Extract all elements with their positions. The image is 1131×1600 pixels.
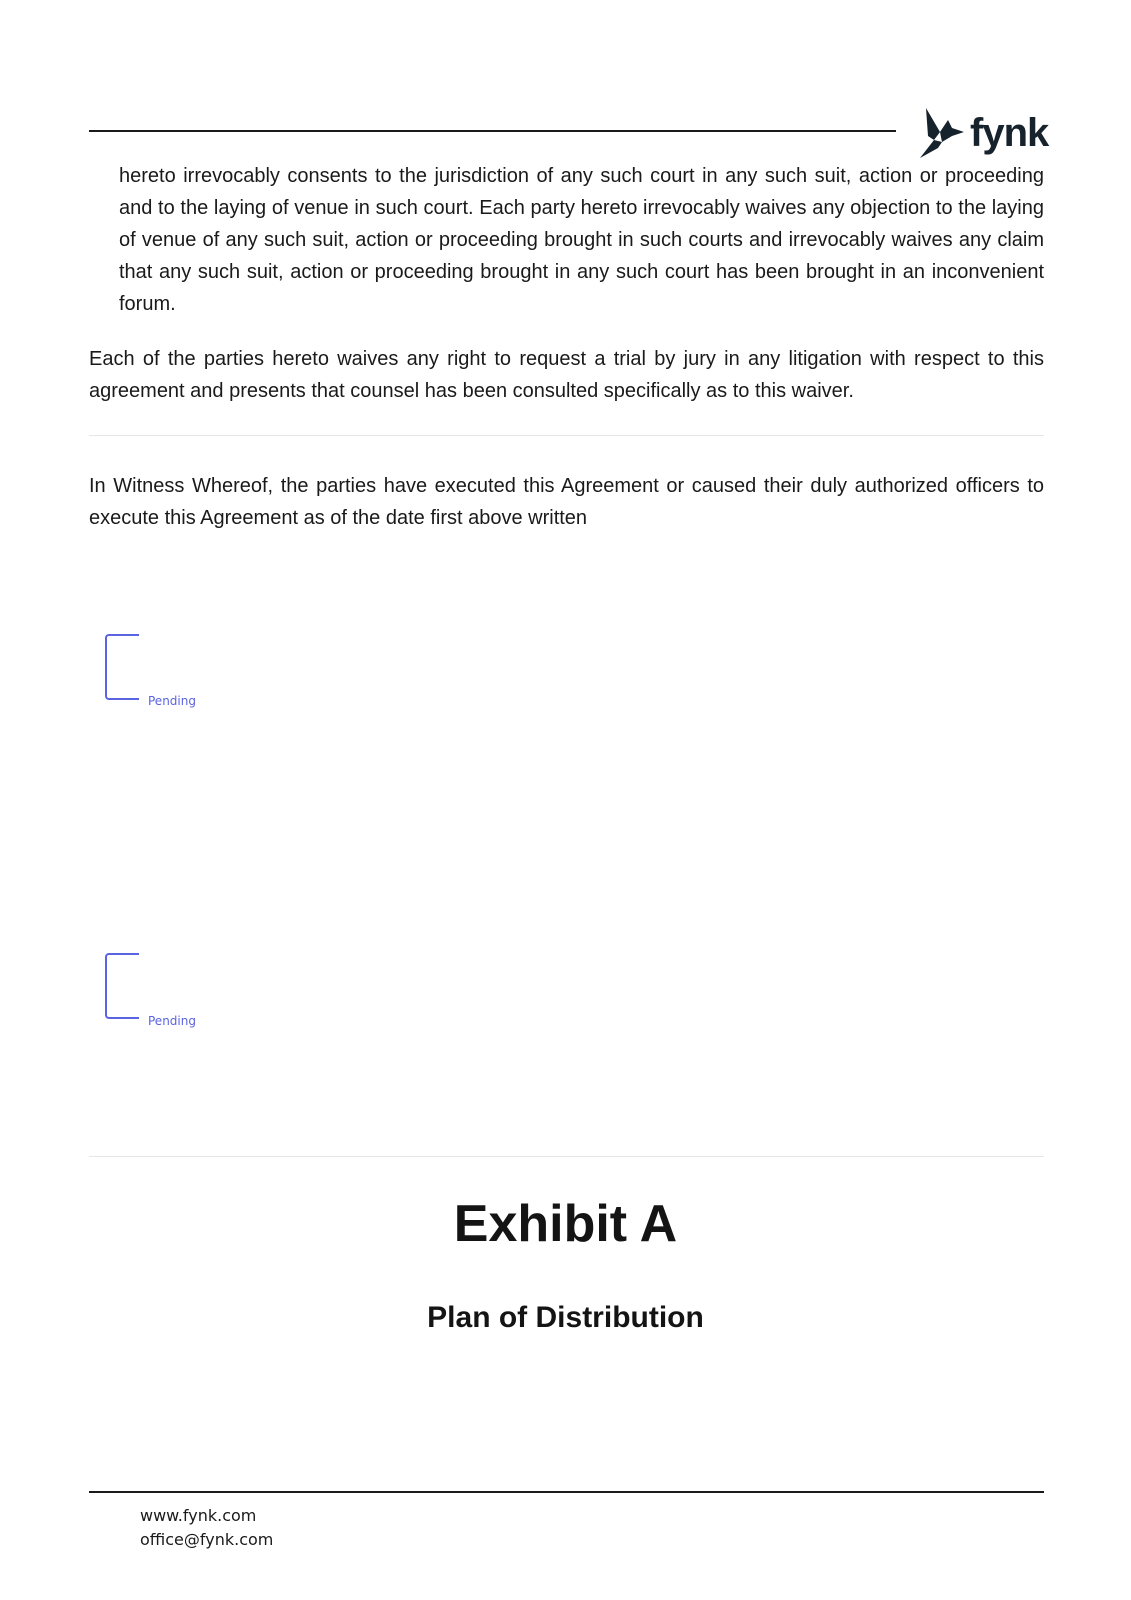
- footer-email[interactable]: office@fynk.com: [140, 1530, 274, 1549]
- header-rule: [89, 130, 896, 132]
- fynk-bird-logo-icon: [918, 106, 966, 160]
- signature-status: Pending: [148, 1014, 196, 1028]
- exhibit-title: Exhibit A: [453, 1195, 678, 1253]
- footer-website[interactable]: www.fynk.com: [140, 1506, 257, 1525]
- exhibit-subtitle: Plan of Distribution: [427, 1301, 704, 1334]
- footer-rule: [89, 1491, 1044, 1493]
- witness-paragraph: In Witness Whereof, the parties have executed this Agreement or caused their duly authorized officers to execute this Agreement as of the date first above written: [89, 475, 1044, 529]
- signature-field[interactable]: [105, 634, 139, 700]
- fynk-logo: [918, 104, 1048, 162]
- section-divider: [89, 1156, 1044, 1157]
- signature-status: Pending: [148, 694, 196, 708]
- jury-waiver-paragraph: Each of the parties hereto waives any right to request a trial by jury in any litigation with respect to this agreement and presents that counsel has been consulted specifically as to this waiver.: [89, 348, 1044, 402]
- section-divider: [89, 435, 1044, 436]
- signature-field[interactable]: [105, 953, 139, 1019]
- logo-wordmark: fynk: [970, 111, 1049, 155]
- jurisdiction-paragraph: hereto irrevocably consents to the jurisdiction of any such court in any such suit, action or proceeding and to the laying of venue in such court. Each party hereto irrevocably waives any objection to the laying of venue of any such suit, action or proceeding brought in such courts and irrevocably waives any claim that any such suit, action or proceeding brought in any such court has been brought in an inconvenient forum.: [119, 165, 1044, 315]
